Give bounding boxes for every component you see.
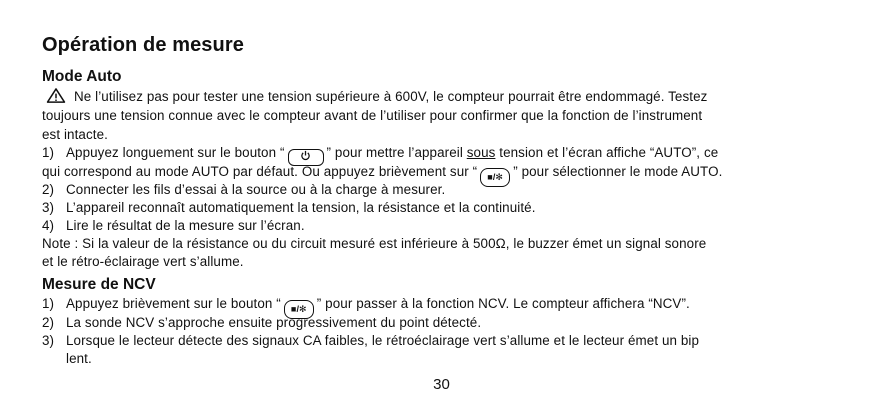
warning-text-1: Ne l’utilisez pas pour tester une tension supérieure à 600V, le compteur pourrait être endommagé. Testez xyxy=(74,89,708,104)
page-title: Opération de mesure xyxy=(42,34,244,56)
step-number: 2) xyxy=(42,182,55,197)
step-text: Lorsque le lecteur détecte des signaux CA faibles, le rétroéclairage vert s’allume et le lecteur émet un bip xyxy=(66,333,700,348)
warning-triangle-icon xyxy=(46,88,66,103)
warning-line-2: toujours une tension connue avec le compteur avant de l’utiliser pour confirmer que la fonction de l’instrument xyxy=(42,108,703,123)
step-text: Appuyez longuement sur le bouton “ xyxy=(66,145,285,160)
step-number: 1) xyxy=(42,296,55,311)
step-text: tension et l’écran affiche “AUTO”, ce xyxy=(495,145,719,160)
auto-step-4 xyxy=(42,217,305,234)
step-text: ” pour passer à la fonction NCV. Le compteur affichera “NCV”. xyxy=(316,296,690,311)
note-line-1: Note : Si la valeur de la résistance ou du circuit mesuré est inférieure à 500Ω, le buzzer émet un signal sonore xyxy=(42,236,707,251)
note-line-2: et le rétro-éclairage vert s’allume. xyxy=(42,254,244,269)
warning-line-1 xyxy=(42,88,707,105)
power-icon xyxy=(300,150,311,161)
ncv-step-2 xyxy=(42,314,481,331)
section-heading-auto: Mode Auto xyxy=(42,68,122,85)
step-number: 4) xyxy=(42,218,55,233)
light-hold-icon: ■/✻ xyxy=(480,168,510,187)
step-text: La sonde NCV s’approche ensuite progressivement du point détecté. xyxy=(66,315,482,330)
step-number: 2) xyxy=(42,315,55,330)
step-text: Lire le résultat de la mesure sur l’écran. xyxy=(66,218,305,233)
section-heading-ncv: Mesure de NCV xyxy=(42,276,156,293)
step-number: 3) xyxy=(42,333,55,348)
page-number: 30 xyxy=(433,376,450,393)
step-text: L’appareil reconnaît automatiquement la tension, la résistance et la continuité. xyxy=(66,200,536,215)
warning-line-3: est intacte. xyxy=(42,127,108,142)
light-hold-icon: ■/✻ xyxy=(284,300,314,319)
step-text: ” pour sélectionner le mode AUTO. xyxy=(513,164,723,179)
step-text: Appuyez brièvement sur le bouton “ xyxy=(66,296,281,311)
step-text: ” pour mettre l’appareil xyxy=(326,145,467,160)
auto-step-3 xyxy=(42,199,536,216)
ncv-step-3-line-1 xyxy=(42,332,699,349)
step-number: 3) xyxy=(42,200,55,215)
ncv-step-3-line-2: lent. xyxy=(66,351,92,366)
step-text: qui correspond au mode AUTO par défaut. Ou appuyez brièvement sur “ xyxy=(42,164,478,179)
step-text-underlined: sous xyxy=(466,145,496,160)
auto-step-2 xyxy=(42,181,445,198)
step-text: Connecter les fils d’essai à la source ou à la charge à mesurer. xyxy=(66,182,446,197)
step-number: 1) xyxy=(42,145,55,160)
